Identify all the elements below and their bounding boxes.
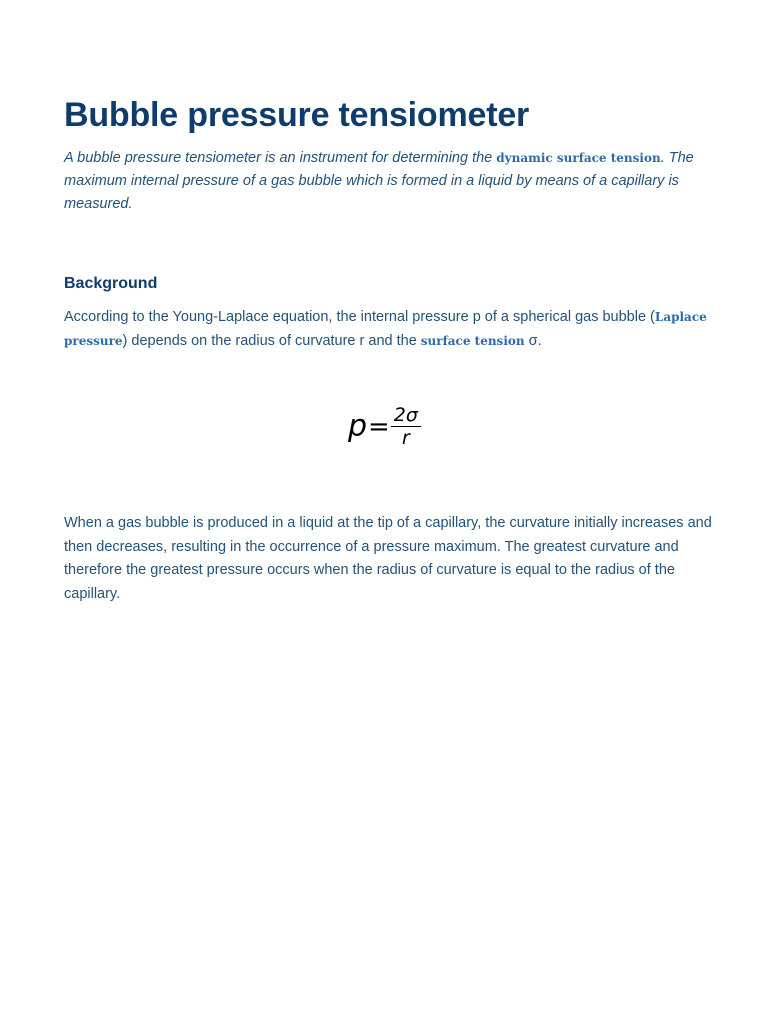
page-title: Bubble pressure tensiometer [64,96,530,134]
formula-lhs: p [348,409,368,444]
para1-text-after: σ. [524,332,542,349]
formula-fraction [391,404,421,449]
formula-equals: = [368,411,390,442]
para1-text-before: According to the Young-Laplace equation, the internal pressure p of a spherical gas bubble ( [64,309,655,325]
dynamic-surface-tension-link[interactable]: dynamic surface tension [496,151,661,165]
formula-denominator: r [401,427,410,449]
surface-tension-link[interactable]: surface tension [420,333,525,348]
intro-text-before: A bubble pressure tensiometer is an instrument for determining the [64,150,497,166]
background-paragraph-2: When a gas bubble is produced in a liquid at the tip of a capillary, the curvature initially increases and then decreases, resulting in the occurrence of a pressure maximum. The greatest curvature and therefore the greatest pressure occurs when the radius of curvature is equal to the radius of the capillary. [64,515,712,602]
background-heading: Background [64,275,158,292]
background-paragraph-1 [64,306,712,353]
formula-numerator: 2σ [393,404,418,426]
para1-text-middle: ) depends on the radius of curvature r and the [122,332,421,349]
intro-paragraph [64,147,712,216]
young-laplace-formula [348,404,421,449]
intro-text-after: . The maximum internal pressure of a gas bubble which is formed in a liquid by means of a capillary is measured. [64,150,694,212]
laplace-pressure-link[interactable]: Laplace pressure [64,310,707,348]
